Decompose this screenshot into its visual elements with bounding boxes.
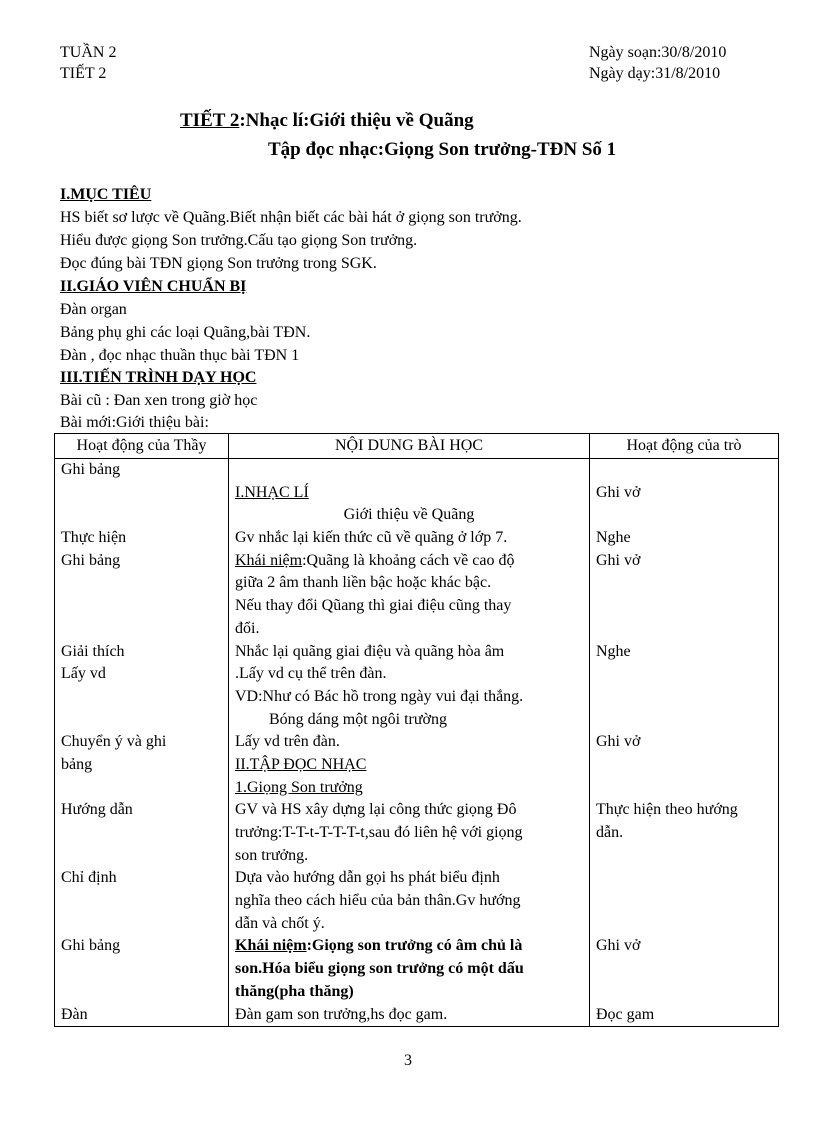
empty-cell-line — [596, 618, 772, 641]
page-subtitle: Tập đọc nhạc:Giọng Son trưởng-TĐN Số 1 — [268, 139, 617, 160]
process-heading: III.TIẾN TRÌNH DẠY HỌC — [60, 369, 257, 386]
cell-text: .Lấy vd cụ thể trên đàn. — [235, 665, 387, 683]
teacher-activity-cell — [55, 459, 229, 1027]
empty-cell-line — [61, 981, 222, 1004]
empty-cell-line — [61, 504, 222, 527]
empty-cell-line — [596, 709, 772, 732]
cell-text: Thực hiện theo hướng — [596, 801, 738, 819]
empty-cell-line — [61, 686, 222, 709]
table-header-row — [55, 434, 779, 459]
objectives-heading: I.MỤC TIÊU — [60, 186, 152, 203]
cell-text: đổi. — [235, 619, 260, 637]
section-heading-music-theory: I.NHẠC LÍ — [235, 483, 309, 501]
lesson-content-cell — [229, 459, 590, 1027]
empty-cell-line — [61, 958, 222, 981]
page-number: 3 — [404, 1052, 412, 1069]
column-header-student: Hoạt động của trò — [590, 434, 779, 459]
preparation-line: Bảng phụ ghi các loại Quãng,bài TĐN. — [60, 324, 311, 341]
preparation-line: Đàn organ — [60, 301, 127, 318]
title-line1-rest: :Nhạc lí:Giới thiệu về Quãng — [239, 110, 474, 131]
empty-cell-line — [596, 913, 772, 936]
cell-text: Ghi vở — [596, 733, 641, 751]
cell-text: Đàn — [61, 1005, 88, 1023]
cell-text: nghĩa theo cách hiểu của bản thân.Gv hướng — [235, 892, 521, 910]
cell-text: :Giọng son trưởng có âm chủ là — [306, 937, 523, 955]
empty-cell-line — [61, 572, 222, 595]
cell-text: bảng — [61, 755, 93, 773]
empty-cell-line — [61, 595, 222, 618]
teach-date: Ngày dạy:31/8/2010 — [589, 65, 721, 82]
cell-text: son.Hóa biểu giọng son trưởng có một dấu — [235, 960, 524, 978]
empty-cell-line — [596, 572, 772, 595]
empty-cell-line — [61, 822, 222, 845]
empty-cell-line — [61, 482, 222, 505]
empty-cell-line — [596, 595, 772, 618]
empty-cell-line — [61, 709, 222, 732]
cell-text: VD:Như có Bác hồ trong ngày vui đại thắng. — [235, 687, 524, 705]
cell-text: Bóng dáng một ngôi trường — [269, 710, 448, 728]
cell-text: Nghe — [596, 529, 631, 547]
cell-text: son trưởng. — [235, 846, 309, 864]
cell-text: Chỉ định — [61, 869, 117, 887]
cell-text: Ghi bảng — [61, 937, 121, 955]
cell-text: thăng(pha thăng) — [235, 982, 354, 1000]
concept-label: Khái niệm — [235, 551, 303, 569]
cell-text: dẫn. — [596, 824, 624, 841]
empty-cell-line — [596, 686, 772, 709]
empty-cell-line — [596, 459, 772, 482]
empty-cell-line — [61, 777, 222, 800]
cell-text: trưởng:T-T-t-T-T-T-t,sau đó liên hệ với giọng — [235, 824, 523, 841]
cell-text: Ghi vở — [596, 483, 641, 501]
lesson-number: TIẾT 2 — [60, 65, 107, 82]
concept-line — [235, 550, 583, 573]
empty-cell-line — [596, 890, 772, 913]
cell-text: Ghi bảng — [61, 461, 121, 478]
cell-text: Chuyển ý và ghi — [61, 733, 167, 751]
cell-text: :Quãng là khoảng cách về cao độ — [302, 551, 515, 569]
empty-cell-line — [596, 754, 772, 777]
cell-text: Ghi vở — [596, 551, 641, 569]
empty-cell-line — [596, 663, 772, 686]
empty-cell-line — [61, 913, 222, 936]
concept-line — [235, 935, 583, 958]
empty-cell-line — [596, 867, 772, 890]
empty-cell-line — [596, 981, 772, 1004]
cell-text: Giải thích — [61, 642, 125, 660]
preparation-line: Đàn , đọc nhạc thuần thục bài TĐN 1 — [60, 347, 300, 364]
lesson-table — [54, 433, 779, 1027]
cell-text: dẫn và chốt ý. — [235, 914, 325, 932]
empty-cell-line — [596, 504, 772, 527]
student-activity-cell — [590, 459, 779, 1027]
cell-text: Hướng dẫn — [61, 801, 133, 819]
objective-line: Đọc đúng bài TĐN giọng Son trưởng trong SGK. — [60, 255, 377, 272]
cell-text: Lấy vd trên đàn. — [235, 733, 340, 751]
objective-line: Hiểu được giọng Son trưởng.Cấu tạo giọng Son trưởng. — [60, 232, 418, 249]
column-header-teacher: Hoạt động của Thầy — [55, 434, 229, 459]
week-label: TUẦN 2 — [60, 44, 117, 61]
cell-text: Đọc gam — [596, 1005, 655, 1023]
table-row — [55, 459, 779, 1027]
cell-text: giữa 2 âm thanh liền bậc hoặc khác bậc. — [235, 574, 492, 592]
concept-label: Khái niệm — [235, 937, 307, 955]
empty-cell-line — [61, 845, 222, 868]
empty-cell-line — [61, 618, 222, 641]
page-title — [180, 109, 474, 133]
cell-text: Lấy vd — [61, 665, 106, 683]
process-line: Bài cũ : Đan xen trong giờ học — [60, 392, 258, 409]
empty-cell-line — [596, 958, 772, 981]
preparation-heading: II.GIÁO VIÊN CHUẨN BỊ — [60, 278, 247, 295]
empty-cell-line — [596, 845, 772, 868]
subheading-g-major: 1.Giọng Son trưởng — [235, 778, 363, 796]
column-header-content: NỘI DUNG BÀI HỌC — [229, 434, 590, 459]
cell-text: Đàn gam son trưởng,hs đọc gam. — [235, 1005, 448, 1023]
cell-text: Ghi vở — [596, 937, 641, 955]
cell-text: Gv nhắc lại kiến thức cũ về quãng ở lớp 7. — [235, 529, 508, 547]
cell-text: Nhắc lại quãng giai điệu và quãng hòa âm — [235, 642, 505, 660]
cell-text: GV và HS xây dựng lại công thức giọng Đô — [235, 801, 517, 819]
cell-text: Dựa vào hướng dẫn gọi hs phát biểu định — [235, 869, 500, 887]
cell-text: Giới thiệu về Quãng — [343, 506, 475, 524]
cell-text: Thực hiện — [61, 529, 127, 547]
empty-cell-line — [596, 777, 772, 800]
cell-text: Nghe — [596, 642, 631, 660]
title-lesson-prefix: TIẾT 2 — [180, 110, 240, 131]
cell-text: Nếu thay đổi Qũang thì giai điệu cũng thay — [235, 597, 512, 615]
prep-date: Ngày soạn:30/8/2010 — [589, 44, 727, 61]
section-heading-sight-reading: II.TẬP ĐỌC NHẠC — [235, 755, 367, 773]
process-line: Bài mới:Giới thiệu bài: — [60, 414, 209, 431]
cell-text: Ghi bảng — [61, 551, 121, 569]
objective-line: HS biết sơ lược về Quãng.Biết nhận biết các bài hát ở giọng son trưởng. — [60, 209, 522, 226]
empty-cell-line — [235, 459, 583, 482]
empty-cell-line — [61, 890, 222, 913]
